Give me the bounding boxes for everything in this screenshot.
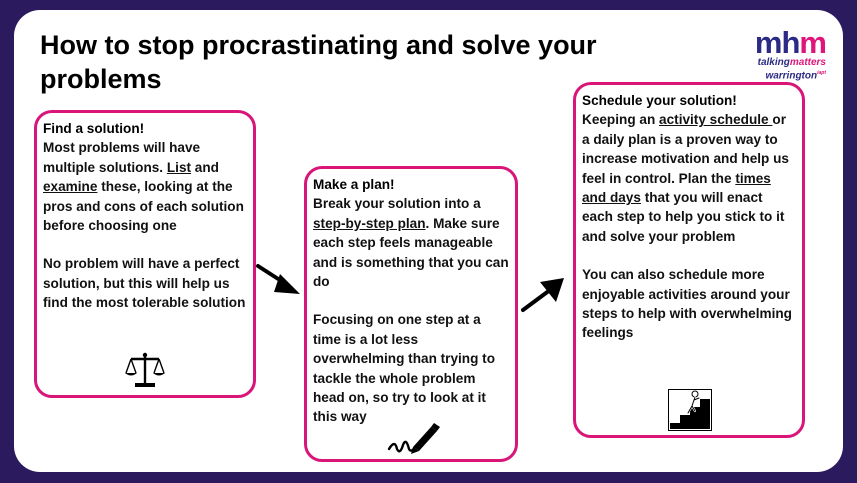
arrow-right-down-icon (256, 262, 302, 303)
logo-subtitle-2: warrington$^{iapt}$ (765, 70, 826, 82)
logo (726, 25, 826, 82)
card-paragraph-1: Most problems will have multiple solutions. List and examine these, looking at the pros and cons of each solution before choosing one (43, 140, 244, 234)
scales-icon (125, 351, 165, 394)
logo-mark: mhm (754, 25, 826, 60)
card-heading: Schedule your solution! (582, 93, 737, 108)
logo-subtitle: talkingmatters (757, 57, 826, 68)
card-schedule-solution (573, 82, 805, 438)
pen-writing-icon (387, 421, 441, 462)
card-paragraph-1: Break your solution into a step-by-step plan. Make sure each step feels manageable and is something that you can do (313, 196, 509, 290)
card-make-plan (304, 166, 518, 462)
card-heading: Find a solution! (43, 121, 145, 136)
card-paragraph-2: You can also schedule more enjoyable activities around your steps to help with overwhelming feelings (582, 267, 792, 341)
arrow-right-up-icon (520, 276, 566, 319)
page-title: How to stop procrastinating and solve your problems (40, 30, 597, 94)
card-heading: Make a plan! (313, 177, 395, 192)
card-paragraph-1: Keeping an activity schedule or a daily plan is a proven way to increase motivation and help us feel in control. Plan the times and days that you will enact each step to help you stick to it and solve your problem (582, 112, 789, 244)
card-paragraph-2: No problem will have a perfect solution, but this will help us find the most tolerable solution (43, 256, 246, 311)
climbing-stairs-icon (668, 389, 712, 436)
card-find-solution (34, 110, 256, 398)
card-paragraph-2: Focusing on one step at a time is a lot less overwhelming than trying to tackle the whole problem head on, so try to look at it this way (313, 312, 496, 425)
